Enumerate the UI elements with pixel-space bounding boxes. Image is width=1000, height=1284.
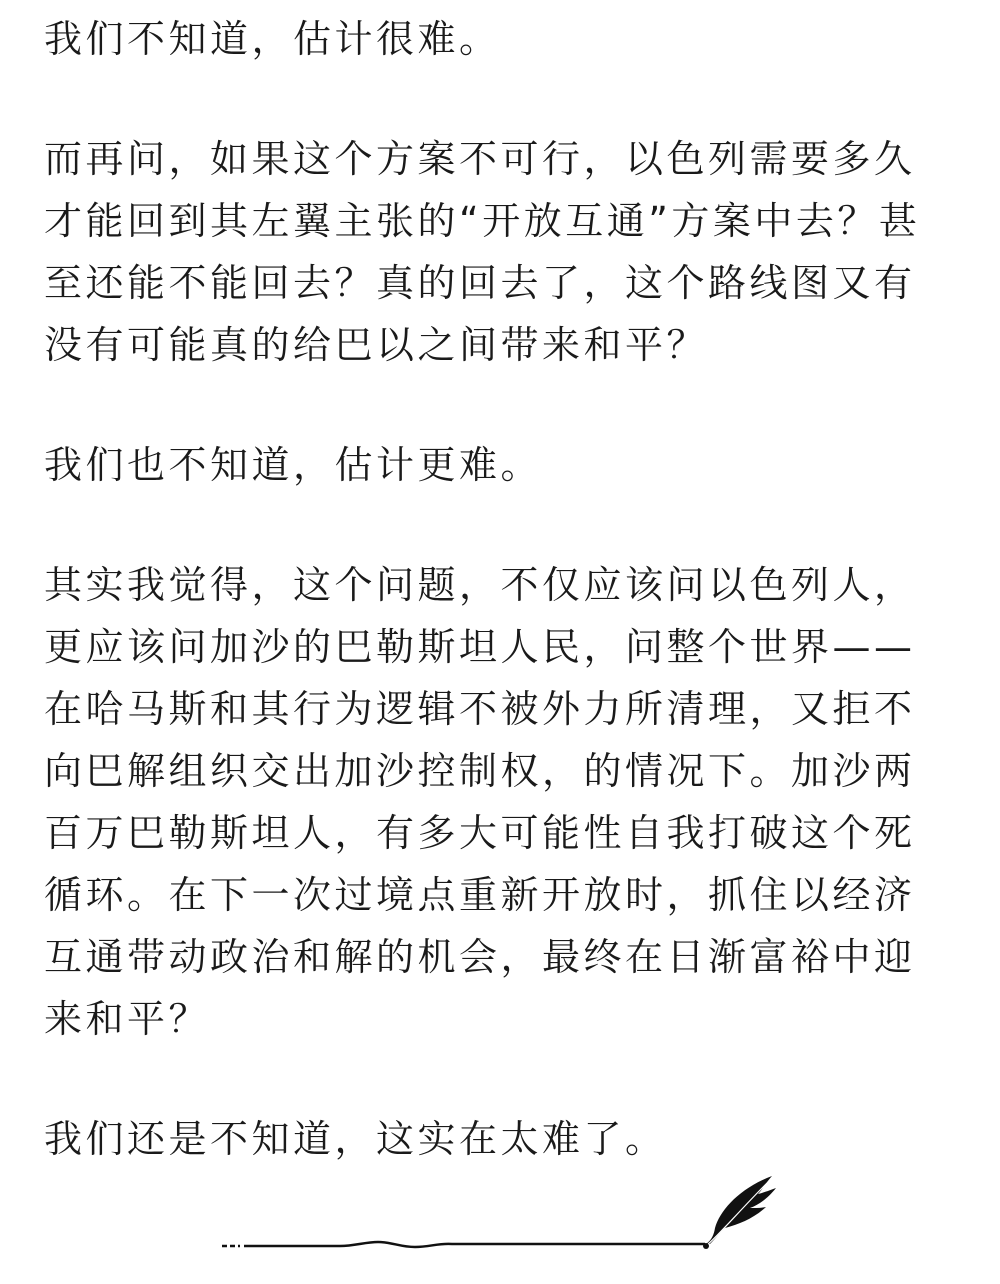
text-line: 其实我觉得，这个问题，不仅应该问以色列人， xyxy=(44,563,916,607)
text-line: 没有可能真的给巴以之间带来和平？ xyxy=(44,323,709,367)
paragraph xyxy=(44,1108,960,1170)
article-body xyxy=(44,8,960,1228)
paragraph xyxy=(44,8,960,70)
quill-pen-icon xyxy=(703,1176,776,1249)
text-line: 我们不知道，估计很难。 xyxy=(44,17,501,61)
text-line: 向巴解组织交出加沙控制权，的情况下。加沙两 xyxy=(44,749,916,793)
text-line: 在哈马斯和其行为逻辑不被外力所清理，又拒不 xyxy=(44,687,916,731)
text-line: 才能回到其左翼主张的“开放互通”方案中去？甚 xyxy=(44,199,921,243)
text-line: 而再问，如果这个方案不可行，以色列需要多久 xyxy=(44,137,916,181)
paragraph xyxy=(44,128,960,376)
text-line: 来和平？ xyxy=(44,997,211,1041)
text-line: 我们也不知道，估计更难。 xyxy=(44,443,543,487)
text-line: 更应该问加沙的巴勒斯坦人民，问整个世界—— xyxy=(44,625,916,669)
text-line: 百万巴勒斯坦人，有多大可能性自我打破这个死 xyxy=(44,811,916,855)
paragraph xyxy=(44,554,960,1050)
text-line: 我们还是不知道，这实在太难了。 xyxy=(44,1117,667,1161)
text-line: 至还能不能回去？真的回去了，这个路线图又有 xyxy=(44,261,916,305)
quill-divider xyxy=(220,1170,790,1260)
text-line: 循环。在下一次过境点重新开放时，抓住以经济 xyxy=(44,873,916,917)
paragraph xyxy=(44,434,960,496)
divider-line xyxy=(244,1242,705,1247)
text-line: 互通带动政治和解的机会，最终在日渐富裕中迎 xyxy=(44,935,916,979)
